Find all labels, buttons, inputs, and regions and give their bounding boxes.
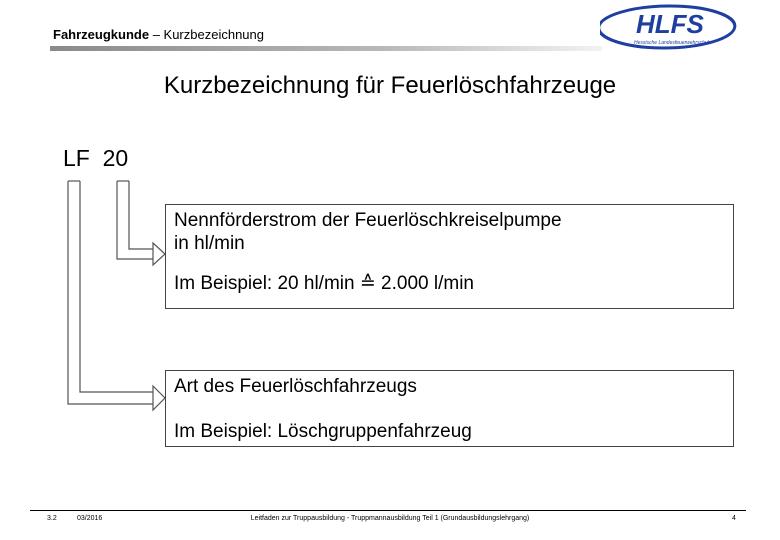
vehicle-type-box xyxy=(165,370,734,447)
box1-line3: Im Beispiel: 20 hl/min ≙ 2.000 l/min xyxy=(174,273,474,294)
logo-text: HLFS xyxy=(636,9,704,39)
footer-section: 3.2 xyxy=(47,515,57,522)
footer-divider xyxy=(30,510,746,511)
footer-date: 03/2016 xyxy=(77,515,103,522)
code-number: 20 xyxy=(102,145,129,171)
box1-line1: Nennförderstrom der Feuerlöschkreiselpumpe xyxy=(174,210,562,231)
pump-flow-box xyxy=(165,204,734,309)
box1-line2: in hl/min xyxy=(174,233,245,254)
header-title-bold: Fahrzeugkunde xyxy=(53,27,150,42)
slide-title: Kurzbezeichnung für Feuerlöschfahrzeuge xyxy=(163,72,617,99)
header-title-rest: – Kurzbezeichnung xyxy=(149,27,264,42)
box2-line1: Art des Feuerlöschfahrzeugs xyxy=(174,376,417,397)
footer-center-text: Leitfaden zur Truppausbildung - Truppmannausbildung Teil 1 (Grundausbildungslehrgang) xyxy=(250,515,530,522)
code-letters: LF xyxy=(63,145,90,171)
logo-subtitle: Hessische Landesfeuerwehrschule xyxy=(634,40,712,46)
footer-page-number: 4 xyxy=(732,515,736,522)
box2-line2: Im Beispiel: Löschgruppenfahrzeug xyxy=(174,421,472,442)
arrow-to-box1 xyxy=(117,181,165,265)
